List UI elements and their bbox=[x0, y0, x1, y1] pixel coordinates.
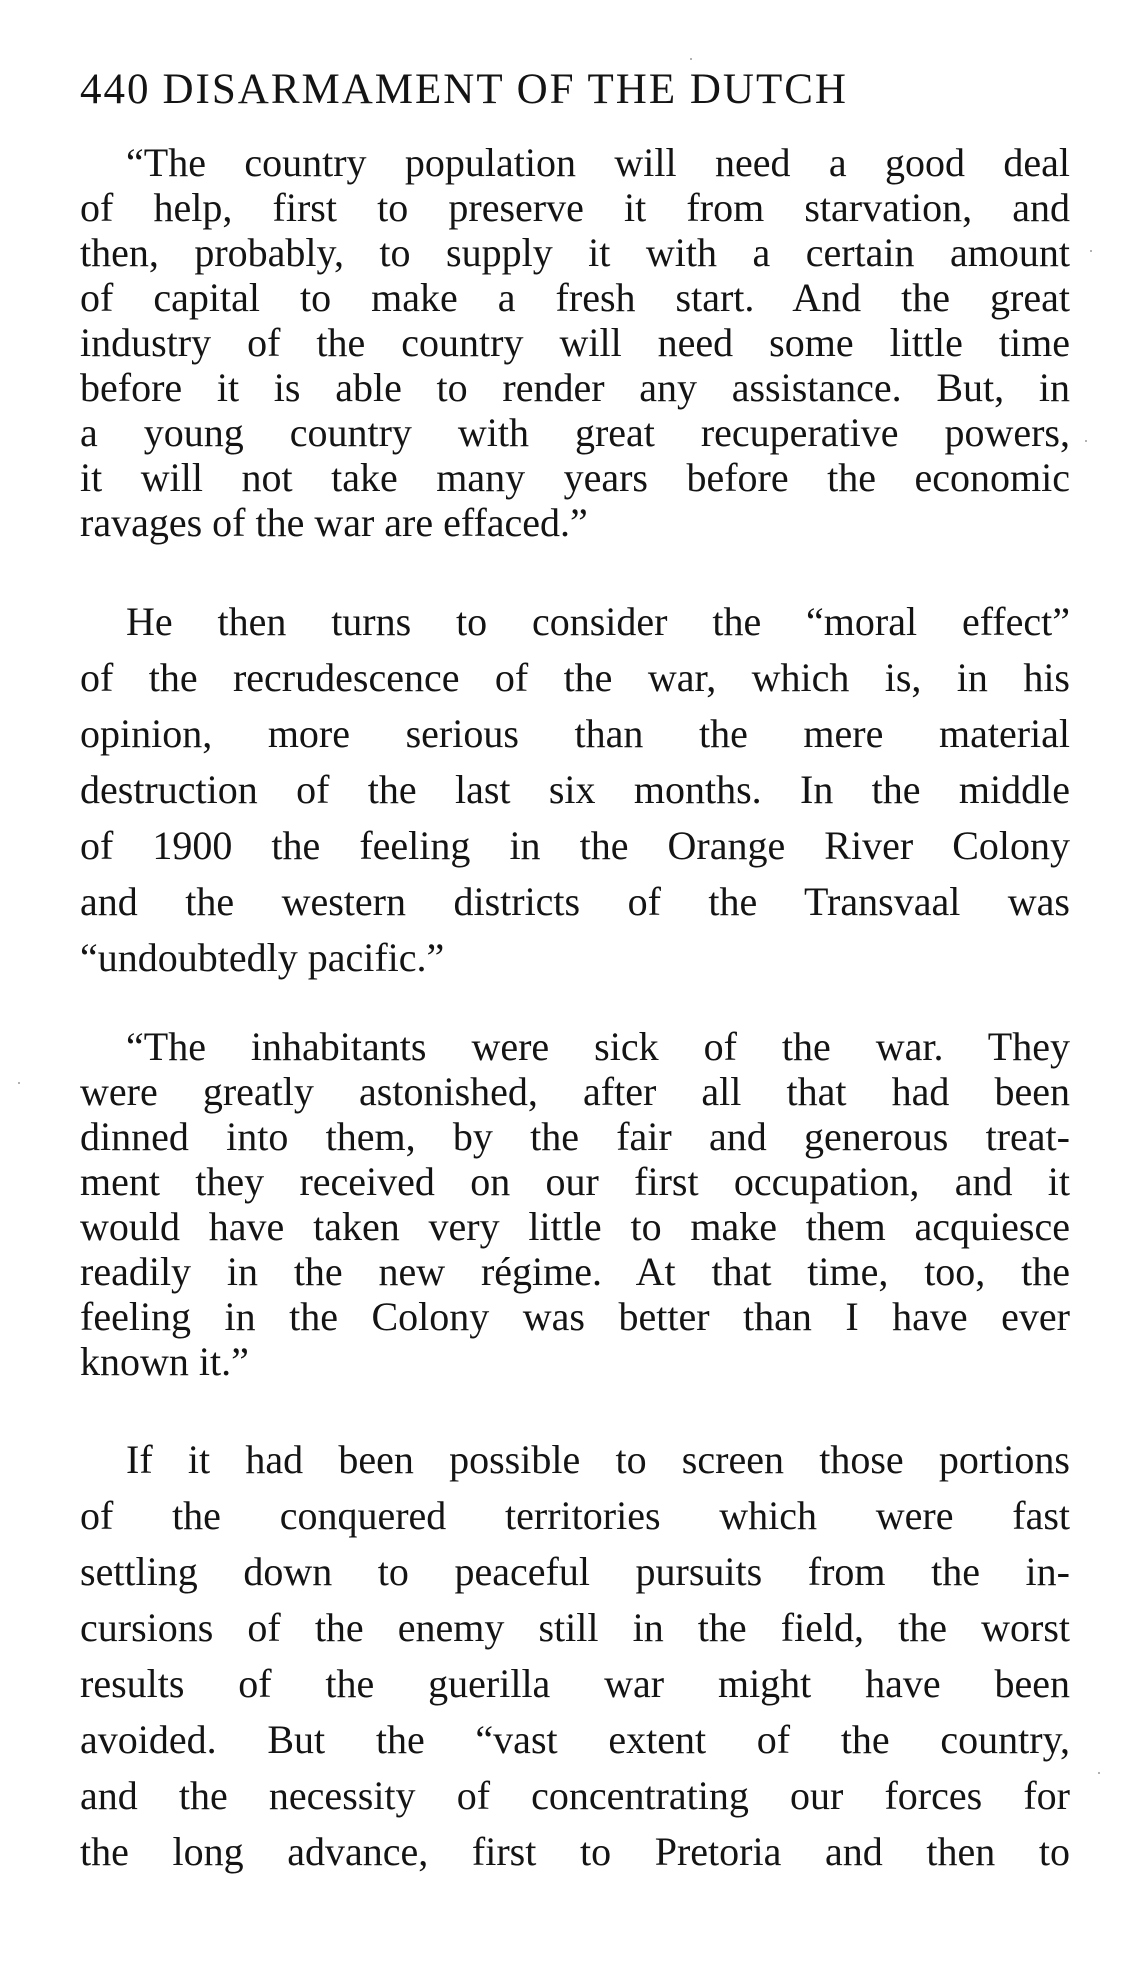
text-line: opinion, more serious than the mere material bbox=[80, 711, 1070, 756]
text-line: dinned into them, by the fair and generous treat- bbox=[80, 1114, 1070, 1159]
paragraph-2 bbox=[80, 1432, 1070, 1880]
text-line: cursions of the enemy still in the field, the worst bbox=[80, 1605, 1070, 1650]
quote-block-2 bbox=[80, 1024, 1070, 1384]
text-line: before it is able to render any assistance. But, in bbox=[80, 365, 1070, 410]
quote-block-1 bbox=[80, 140, 1070, 545]
text-line: a young country with great recuperative powers, bbox=[80, 410, 1070, 455]
text-line: would have taken very little to make them acquiesce bbox=[80, 1204, 1070, 1249]
text-line: the long advance, first to Pretoria and then to bbox=[80, 1829, 1070, 1874]
text-line: He then turns to consider the “moral effect” bbox=[126, 599, 1070, 644]
text-line: settling down to peaceful pursuits from the in- bbox=[80, 1549, 1070, 1594]
text-line: of the recrudescence of the war, which is, in his bbox=[80, 655, 1070, 700]
text-line: it will not take many years before the economic bbox=[80, 455, 1070, 500]
scan-speck bbox=[1098, 1772, 1100, 1774]
text-line: avoided. But the “vast extent of the country, bbox=[80, 1717, 1070, 1762]
text-line: of help, first to preserve it from starvation, and bbox=[80, 185, 1070, 230]
text-line: destruction of the last six months. In the middle bbox=[80, 767, 1070, 812]
text-line: “The country population will need a good deal bbox=[126, 140, 1070, 185]
scan-speck bbox=[18, 1082, 20, 1084]
text-line: of 1900 the feeling in the Orange River Colony bbox=[80, 823, 1070, 868]
scan-speck bbox=[1090, 250, 1092, 252]
text-line: were greatly astonished, after all that had been bbox=[80, 1069, 1070, 1114]
text-line: industry of the country will need some little time bbox=[80, 320, 1070, 365]
running-title: DISARMAMENT OF THE DUTCH bbox=[162, 66, 848, 113]
text-line: of the conquered territories which were fast bbox=[80, 1493, 1070, 1538]
text-line: ravages of the war are effaced.” bbox=[80, 500, 588, 545]
text-line: “The inhabitants were sick of the war. They bbox=[126, 1024, 1070, 1069]
text-line: readily in the new régime. At that time, too, the bbox=[80, 1249, 1070, 1294]
text-line: known it.” bbox=[80, 1339, 249, 1384]
text-line: “undoubtedly pacific.” bbox=[80, 935, 445, 980]
paragraph-1 bbox=[80, 594, 1070, 986]
text-line: then, probably, to supply it with a certain amount bbox=[80, 230, 1070, 275]
text-line: ment they received on our first occupation, and it bbox=[80, 1159, 1070, 1204]
scan-speck bbox=[690, 58, 692, 60]
page-number: 440 bbox=[80, 66, 151, 113]
text-line: and the western districts of the Transvaal was bbox=[80, 879, 1070, 924]
running-head bbox=[80, 68, 1070, 111]
text-line: and the necessity of concentrating our forces for bbox=[80, 1773, 1070, 1818]
text-line: of capital to make a fresh start. And the great bbox=[80, 275, 1070, 320]
text-line: feeling in the Colony was better than I have ever bbox=[80, 1294, 1070, 1339]
scan-speck bbox=[1085, 440, 1087, 442]
text-line: If it had been possible to screen those portions bbox=[126, 1437, 1070, 1482]
text-line: results of the guerilla war might have been bbox=[80, 1661, 1070, 1706]
